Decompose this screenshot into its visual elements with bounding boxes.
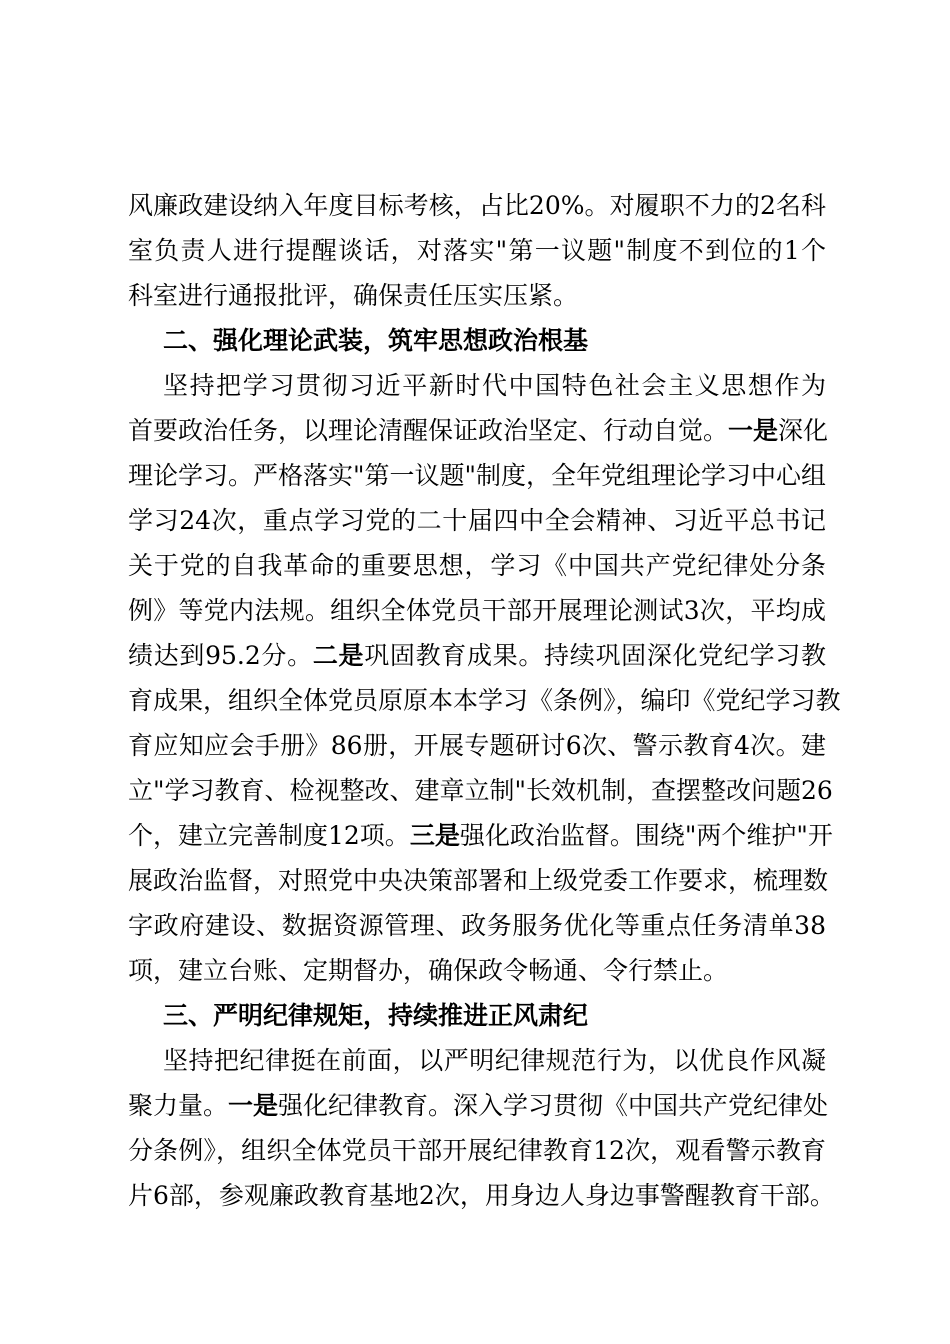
text-segment: 学习24次，重点学习党的二十届四中全会精神、习近平总书记	[128, 506, 826, 535]
section-heading	[128, 993, 826, 1038]
text-segment: 育应知应会手册》86册，开展专题研讨6次、警示教育4次。建	[128, 731, 826, 760]
text-segment: 关于党的自我革命的重要思想，学习《中国共产党纪律处分条	[128, 551, 826, 580]
text-segment: 深化	[778, 416, 829, 445]
text-segment: 室负责人进行提醒谈话，对落实"第一议题"制度不到位的1个	[128, 236, 826, 265]
text-line	[128, 723, 826, 768]
text-segment: 首要政治任务，以理论清醒保证政治坚定、行动自觉。	[128, 416, 729, 445]
bold-lead-text: 二是	[312, 641, 365, 670]
text-line	[128, 273, 826, 318]
text-segment: 绩达到95.2分。	[128, 641, 313, 670]
text-segment: 育成果，组织全体党员原原本本学习《条例》，编印《党纪学习教	[128, 686, 841, 715]
text-line	[128, 363, 826, 408]
text-line	[128, 633, 826, 678]
text-line	[128, 768, 833, 813]
text-line	[128, 543, 826, 588]
text-segment: 风廉政建设纳入年度目标考核，占比20%。对履职不力的2名科	[128, 191, 826, 220]
text-segment: 分条例》，组织全体党员干部开展纪律教育12次，观看警示教育	[128, 1136, 826, 1165]
text-line	[128, 453, 826, 498]
text-segment: 二、强化理论武装，筑牢思想政治根基	[163, 326, 589, 355]
section-heading	[128, 318, 826, 363]
text-segment: 个，建立完善制度12项。	[128, 821, 410, 850]
text-segment: 聚力量。	[128, 1091, 229, 1120]
text-line	[128, 228, 826, 273]
text-line	[128, 498, 826, 543]
text-line	[128, 1173, 835, 1218]
text-line	[128, 858, 829, 903]
text-segment: 科室进行通报批评，确保责任压实压紧。	[128, 281, 579, 310]
document-page	[128, 183, 841, 1218]
text-segment: 字政府建设、数据资源管理、政务服务优化等重点任务清单38	[128, 911, 826, 940]
bold-lead-text: 一是	[728, 416, 779, 445]
text-segment: 立"学习教育、检视整改、建章立制"长效机制，查摆整改问题26	[128, 776, 833, 805]
text-line	[128, 678, 841, 723]
text-line	[128, 813, 833, 858]
text-segment: 强化政治监督。围绕"两个维护"开	[459, 821, 833, 850]
text-line	[128, 948, 826, 993]
text-segment: 展政治监督，对照党中央决策部署和上级党委工作要求，梳理数	[128, 866, 829, 895]
bold-lead-text: 一是	[228, 1091, 279, 1120]
text-line	[128, 903, 826, 948]
text-segment: 例》等党内法规。组织全体党员干部开展理论测试3次，平均成	[128, 596, 826, 625]
text-line	[128, 408, 829, 453]
text-line	[128, 1038, 826, 1083]
text-line	[128, 183, 826, 228]
text-line	[128, 1128, 826, 1173]
text-segment: 片6部，参观廉政教育基地2次，用身边人身边事警醒教育干部。	[128, 1181, 835, 1210]
text-line	[128, 588, 826, 633]
text-segment: 坚持把学习贯彻习近平新时代中国特色社会主义思想作为	[163, 371, 826, 400]
text-segment: 强化纪律教育。深入学习贯彻《中国共产党纪律处	[278, 1091, 829, 1120]
text-segment: 坚持把纪律挺在前面，以严明纪律规范行为，以优良作风凝	[163, 1046, 826, 1075]
text-segment: 理论学习。严格落实"第一议题"制度，全年党组理论学习中心组	[128, 461, 827, 490]
text-line	[128, 1083, 829, 1128]
text-segment: 项，建立台账、定期督办，确保政令畅通、令行禁止。	[128, 956, 729, 985]
text-segment: 巩固教育成果。持续巩固深化党纪学习教	[364, 641, 826, 670]
text-segment: 三、严明纪律规矩，持续推进正风肃纪	[163, 1001, 589, 1030]
bold-lead-text: 三是	[409, 821, 460, 850]
